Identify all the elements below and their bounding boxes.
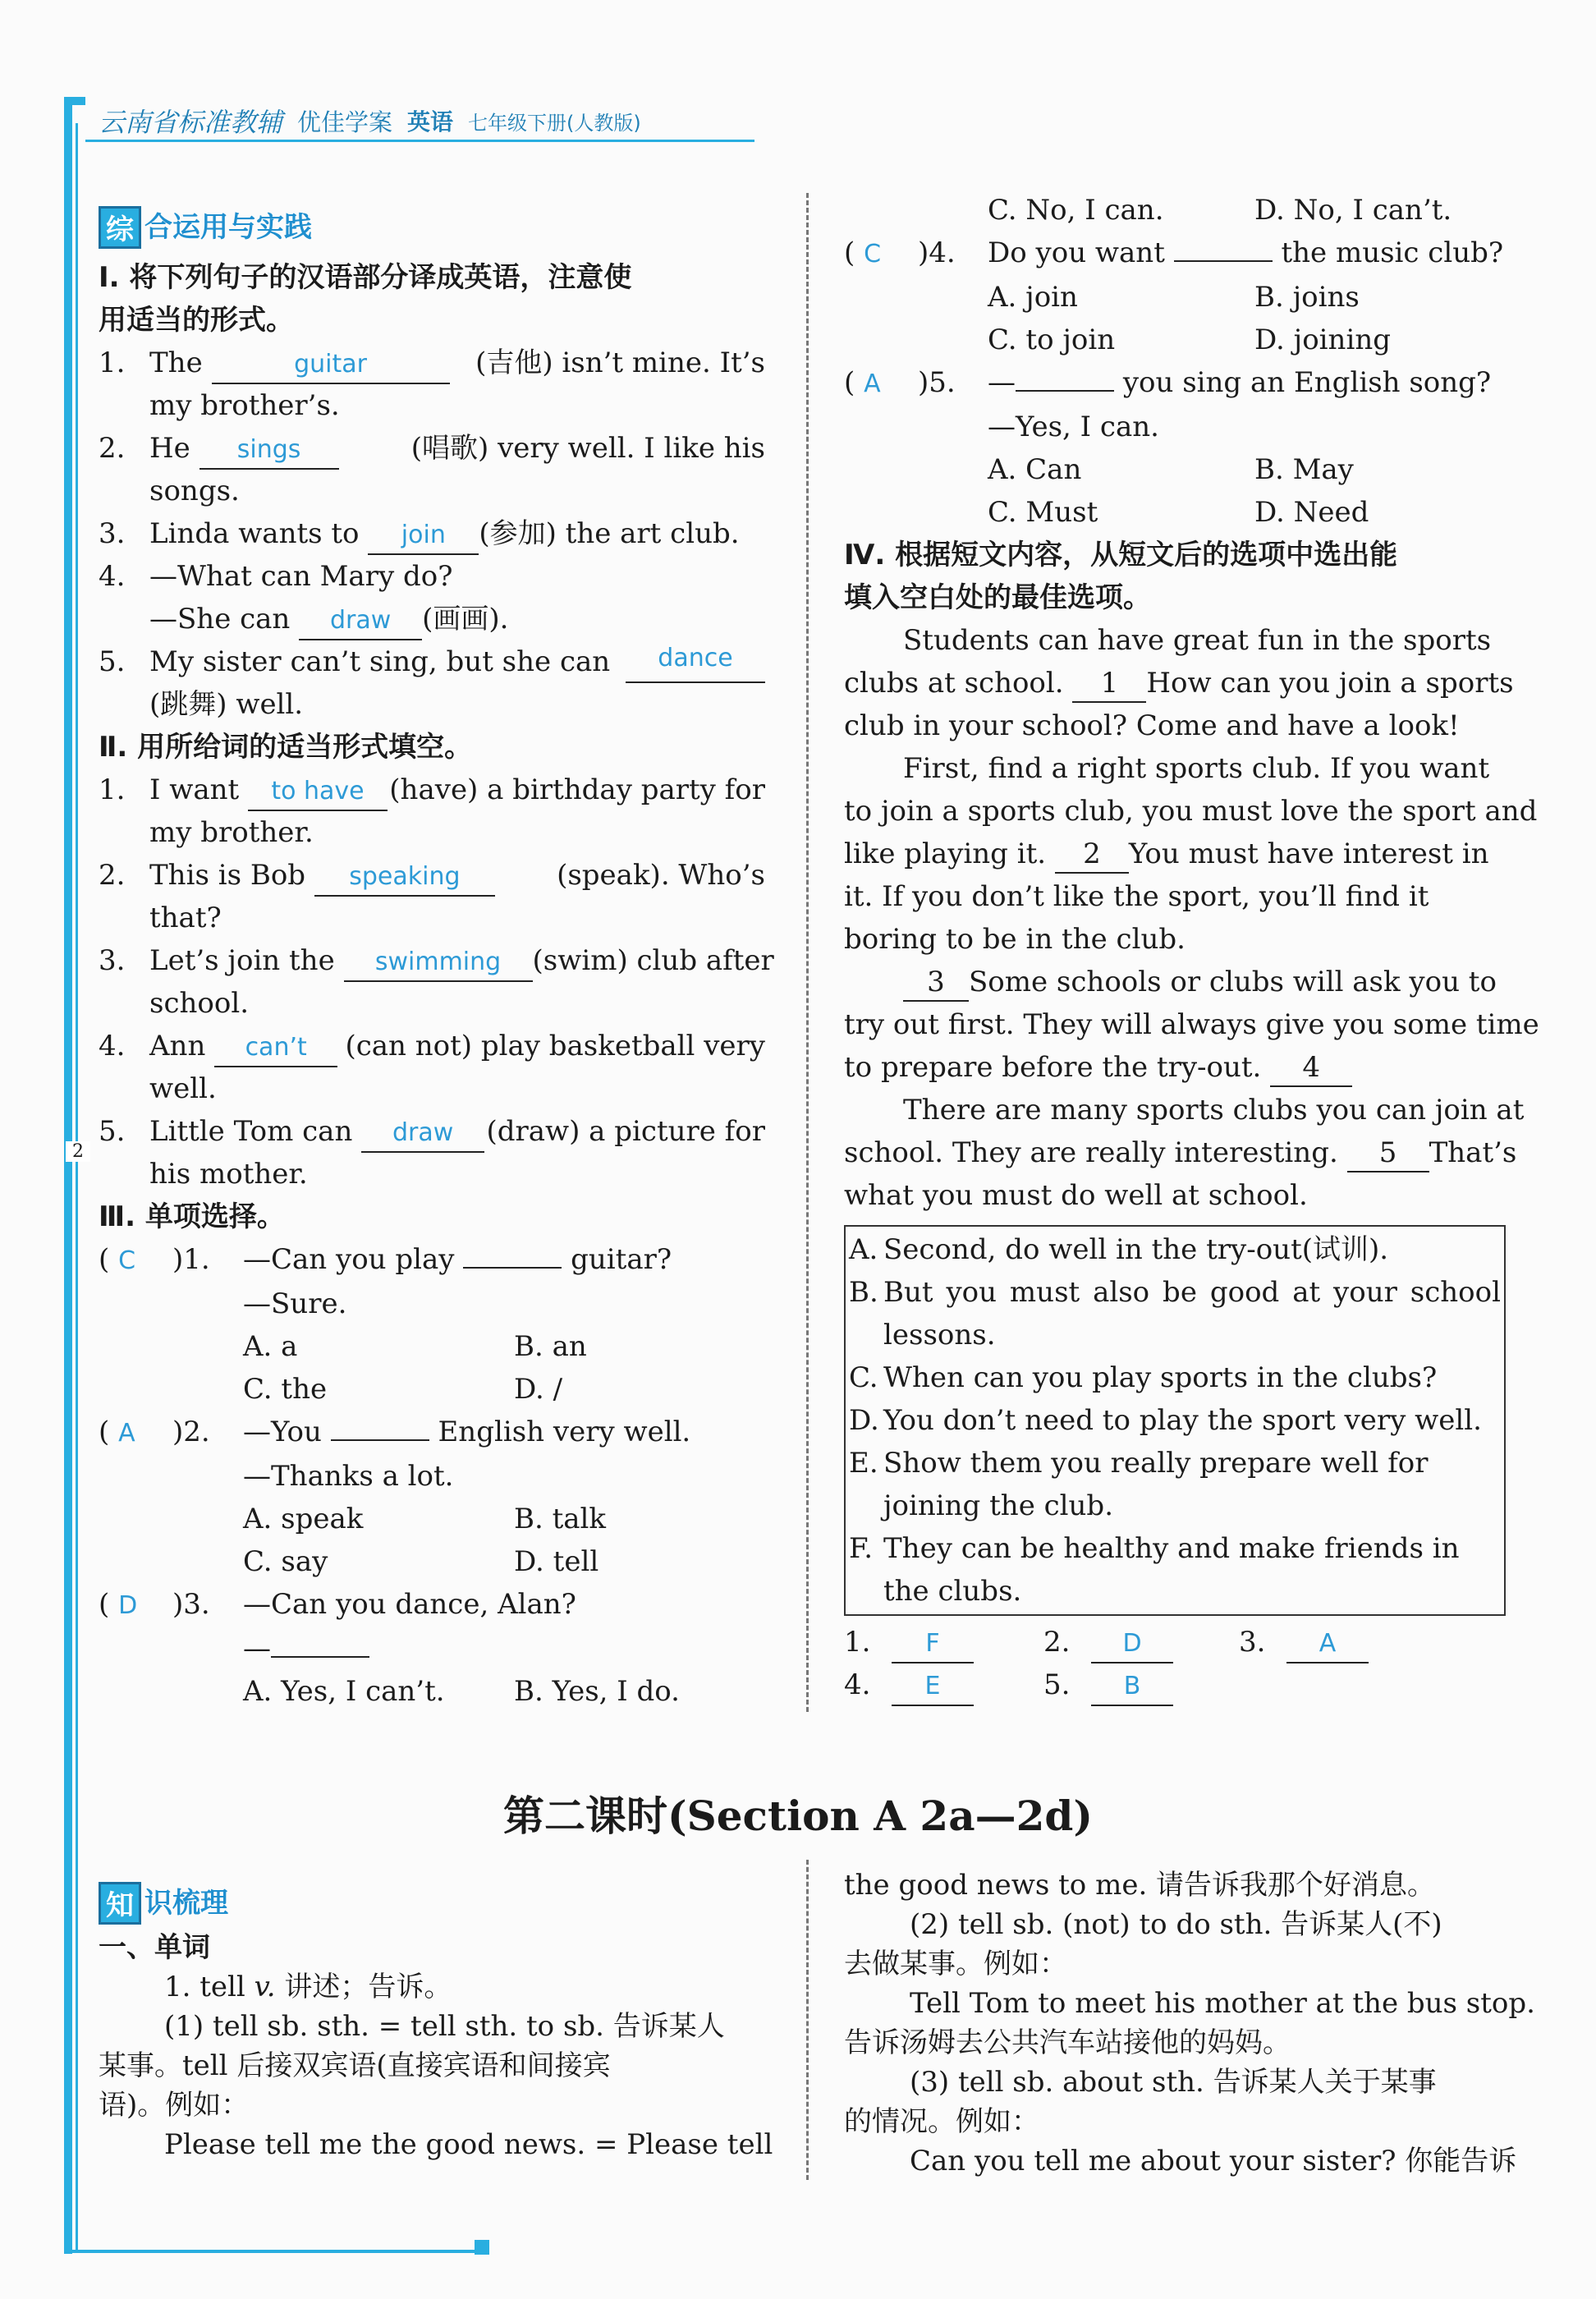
question-blank <box>463 1267 562 1269</box>
part3-q2-reply: —Thanks a lot. <box>243 1460 454 1493</box>
part1-q5: 5. My sister can’t sing, but she can dance <box>99 640 765 683</box>
passage-blank: 1 <box>1072 665 1146 703</box>
passage-line: to join a sports club, you must love the sport and <box>844 795 1538 828</box>
part2-q5-cont: his mother. <box>149 1158 308 1191</box>
text-line: 去做某事。例如： <box>844 1948 1067 1980</box>
part3-q5: ( A )5. — you sing an English song? <box>844 366 1492 399</box>
text-line: (3) tell sb. about sth. 告诉某人关于某事 <box>910 2066 1437 2099</box>
part3-q1-options-ab: A. a B. an <box>243 1330 587 1363</box>
part2-q2-cont: that? <box>149 902 222 934</box>
part1-heading-cont: 用适当的形式。 <box>99 304 294 337</box>
part4-heading-cont: 填入空白处的最佳选项。 <box>844 581 1151 614</box>
text-line: Tell Tom to meet his mother at the bus stop. <box>910 1987 1535 2020</box>
option-item: E. Show them you really prepare well for joining the club. <box>849 1447 1429 1522</box>
passage-line: Students can have great fun in the sports <box>903 624 1492 657</box>
passage-blank: 5 <box>1347 1135 1429 1172</box>
part1-q5-cont: (跳舞) well. <box>149 688 304 721</box>
part3-q5-reply: —Yes, I can. <box>988 411 1159 443</box>
answer-blank: A <box>1286 1626 1369 1663</box>
part3-q4-options-cd: C. to join D. joining <box>988 324 1391 356</box>
part2-q2: 2. This is Bob speaking (speak). Who’s <box>99 854 765 897</box>
answer-blank: B <box>1091 1668 1173 1706</box>
text-line: 的情况。例如： <box>844 2105 1039 2138</box>
option-item: C. When can you play sports in the clubs? <box>849 1361 1438 1394</box>
part2-q5: 5. Little Tom can draw (draw) a picture for <box>99 1110 765 1153</box>
part3-heading: Ⅲ. 单项选择。 <box>99 1200 285 1233</box>
part3-q3-options-ab: A. Yes, I can’t. B. Yes, I do. <box>243 1675 680 1708</box>
answer-blank: swimming <box>344 944 533 982</box>
bottom-square <box>475 2240 489 2255</box>
text-line: the good news to me. 请告诉我那个好消息。 <box>844 1869 1436 1902</box>
part1-q2: 2. He sings (唱歌) very well. I like his <box>99 427 765 470</box>
part3-q1-options-cd: C. the D. / <box>243 1373 563 1406</box>
part3-q1-reply: —Sure. <box>243 1287 347 1320</box>
part3-q5-options-cd: C. Must D. Need <box>988 496 1369 529</box>
part2-q4-cont: well. <box>149 1072 217 1105</box>
part3-q4: ( C )4. Do you want the music club? <box>844 236 1504 269</box>
bottom-bar <box>64 2250 483 2253</box>
part2-heading: Ⅱ. 用所给词的适当形式填空。 <box>99 731 473 764</box>
answer-blank: dance <box>626 640 765 683</box>
right-column <box>844 189 1539 1706</box>
part4-answers-row1: 1. F 2. D 3. A <box>844 1621 1506 1663</box>
choice-answer: C <box>864 240 882 268</box>
part1-q3: 3. Linda wants to join (参加) the art club. <box>99 512 765 555</box>
part3-q2-options-ab: A. speak B. talk <box>243 1503 607 1535</box>
part2-q3: 3. Let’s join the swimming (swim) club after <box>99 939 765 982</box>
passage-blank: 2 <box>1055 836 1129 874</box>
choice-answer: D <box>118 1591 138 1620</box>
part3-q1: ( C )1. —Can you play guitar? <box>99 1243 672 1276</box>
lesson-title: 第二课时(Section A 2a—2d) <box>502 1792 1094 1840</box>
header-rule <box>85 140 754 142</box>
passage-blank: 4 <box>1270 1049 1352 1087</box>
part1-q1: 1. The guitar (吉他) isn’t mine. It’s <box>99 342 765 384</box>
part1-heading: Ⅰ. 将下列句子的汉语部分译成英语，注意使 <box>99 261 632 294</box>
page-header <box>99 97 755 145</box>
choice-answer: A <box>864 369 881 398</box>
section-title: 合运用与实践 <box>144 211 312 244</box>
part1-q2-cont: songs. <box>149 475 240 507</box>
page-number: 2 <box>66 1141 90 1162</box>
answer-blank: E <box>892 1668 974 1706</box>
passage-line: clubs at school. 1 How can you join a sports <box>844 662 1506 704</box>
part2-q1-cont: my brother. <box>149 816 314 849</box>
header-grade: 七年级下册(人教版) <box>468 111 641 135</box>
section-heading-practice <box>99 199 765 256</box>
section-heading-knowledge <box>99 1879 765 1928</box>
answer-blank: draw <box>361 1115 484 1153</box>
option-item: B. But you must also be good at your school lessons. <box>849 1276 1501 1351</box>
answer-blank: draw <box>299 603 422 640</box>
options-box <box>844 1225 1506 1616</box>
question-blank <box>331 1439 429 1441</box>
passage-line: First, find a right sports club. If you want <box>903 752 1490 785</box>
passage-line: boring to be in the club. <box>844 923 1186 956</box>
answer-blank: F <box>892 1626 974 1663</box>
text-line: Can you tell me about your sister? 你能告诉 <box>910 2145 1517 2177</box>
question-blank <box>1174 260 1273 262</box>
part1-q4: 4. —What can Mary do? <box>99 560 453 593</box>
left-margin-bar <box>64 99 72 2254</box>
answer-blank: D <box>1091 1626 1173 1663</box>
text-line: 告诉汤姆去公共汽车站接他的妈妈。 <box>844 2026 1291 2059</box>
part3-q3-options-cd: C. No, I can. D. No, I can’t. <box>988 194 1452 227</box>
part4-heading: Ⅳ. 根据短文内容，从短文后的选项中选出能 <box>844 539 1398 571</box>
option-item: F. They can be healthy and make friends in the clubs. <box>849 1532 1460 1608</box>
part3-q2: ( A )2. —You English very well. <box>99 1416 691 1448</box>
answer-blank: to have <box>248 773 388 811</box>
question-blank <box>1016 390 1114 392</box>
choice-answer: A <box>118 1419 135 1448</box>
part3-q5-options-ab: A. Can B. May <box>988 453 1354 486</box>
part2-q4: 4. Ann can’t (can not) play basketball very <box>99 1025 765 1067</box>
passage-line: to prepare before the try-out. 4 <box>844 1046 1506 1089</box>
passage-line: 3 Some schools or clubs will ask you to <box>844 961 1506 1003</box>
header-subject: 英语 <box>407 108 454 135</box>
part4-answers-row2: 4. E 5. B <box>844 1663 1506 1706</box>
left-margin-bar-thin <box>76 123 78 2250</box>
lower-right-column <box>844 1865 1535 2181</box>
passage-line: try out first. They will always give you some time <box>844 1008 1539 1041</box>
question-blank <box>271 1656 369 1658</box>
text-line: 语)。例如： <box>99 2089 250 2122</box>
answer-blank: sings <box>200 432 339 470</box>
answer-blank: speaking <box>314 859 495 897</box>
passage-blank: 3 <box>903 964 969 1002</box>
left-column <box>99 199 774 1713</box>
part3-q4-options-ab: A. join B. joins <box>988 281 1360 314</box>
column-divider-lower <box>806 1860 809 2180</box>
passage-line: There are many sports clubs you can join at <box>903 1094 1525 1127</box>
choice-answer: C <box>118 1246 136 1275</box>
answer-blank: guitar <box>212 346 450 384</box>
section-title: 识梳理 <box>144 1887 228 1920</box>
header-series: 优佳学案 <box>297 108 393 136</box>
part3-q3-reply: — <box>99 1627 765 1670</box>
part1-q4-cont: —She can draw (画画). <box>99 598 765 640</box>
passage-line: it. If you don’t like the sport, you’ll find it <box>844 880 1429 913</box>
part1-q1-cont: my brother’s. <box>149 389 340 422</box>
part3-q3: ( D )3. —Can you dance, Alan? <box>99 1588 576 1621</box>
part2-q3-cont: school. <box>149 987 250 1020</box>
section-badge: 知 <box>99 1882 141 1925</box>
answer-blank: join <box>368 517 479 555</box>
column-divider <box>806 193 809 1712</box>
lower-left-column <box>99 1879 773 2164</box>
passage-line: like playing it. 2 You must have interest in <box>844 833 1506 875</box>
part2-q1: 1. I want to have (have) a birthday party for <box>99 769 765 811</box>
option-item: A. Second, do well in the try-out(试训). <box>849 1233 1389 1266</box>
text-line: 某事。tell 后接双宾语(直接宾语和间接宾 <box>99 2049 611 2082</box>
words-heading: 一、单词 <box>99 1931 210 1964</box>
passage-line: what you must do well at school. <box>844 1179 1308 1212</box>
part3-q2-options-cd: C. say D. tell <box>243 1545 599 1578</box>
answer-blank: can’t <box>214 1030 337 1067</box>
passage-line: school. They are really interesting. 5 That’s <box>844 1131 1506 1174</box>
text-line: (2) tell sb. (not) to do sth. 告诉某人(不) <box>910 1908 1442 1941</box>
section-badge: 综 <box>99 206 141 249</box>
header-brand: 云南省标准教辅 <box>99 107 283 138</box>
option-item: D. You don’t need to play the sport very well. <box>849 1404 1482 1437</box>
passage-line: club in your school? Come and have a look! <box>844 709 1460 742</box>
text-line: (1) tell sb. sth. = tell sth. to sb. 告诉某人 <box>164 2010 725 2043</box>
word-entry: 1. tell v. 讲述；告诉。 <box>164 1971 452 2003</box>
text-line: Please tell me the good news. = Please tell <box>164 2128 773 2161</box>
